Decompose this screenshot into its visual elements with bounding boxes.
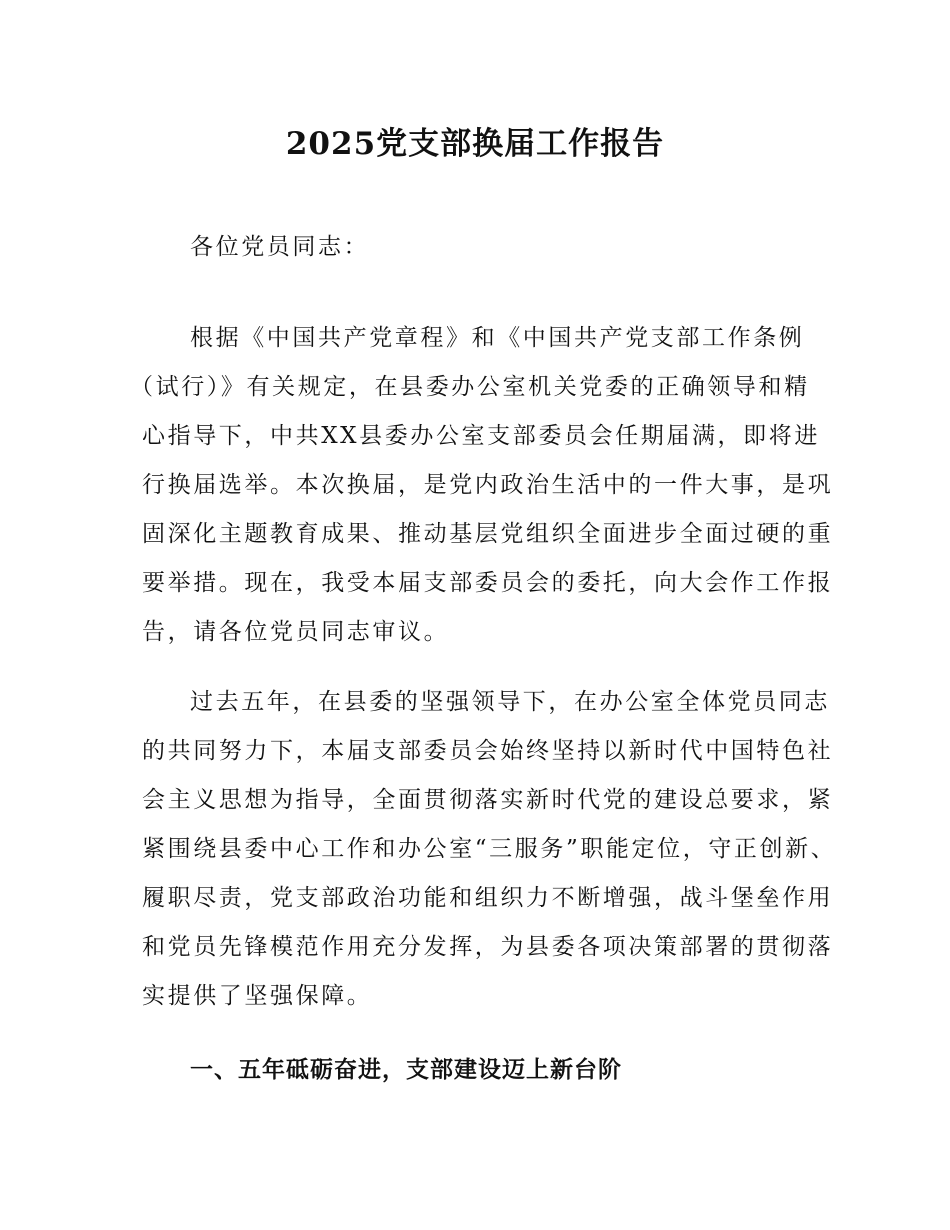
paragraph-line: 心指导下，中共XX县委办公室支部委员会任期届满，即将进 (142, 423, 820, 449)
paragraph-line: 要举措。现在，我受本届支部委员会的委托，向大会作工作报 (142, 570, 834, 596)
paragraph-line: 实提供了坚强保障。 (142, 983, 373, 1009)
paragraph-line: 过去五年，在县委的坚强领导下，在办公室全体党员同志 (190, 689, 830, 715)
greeting: 各位党员同志： (190, 234, 370, 260)
paragraph-line: 行换届选举。本次换届，是党内政治生活中的一件大事，是巩 (142, 472, 834, 498)
section-heading: 一、五年砥砺奋进，支部建设迈上新台阶 (190, 1057, 622, 1083)
paragraph-line: 和党员先锋模范作用充分发挥，为县委各项决策部署的贯彻落 (142, 934, 834, 960)
paragraph-line: （试行）》有关规定，在县委办公室机关党委的正确领导和精 (130, 374, 810, 400)
paragraph-line: 告，请各位党员同志审议。 (142, 619, 450, 645)
paragraph-line: 紧围绕县委中心工作和办公室“三服务”职能定位，守正创新、 (142, 836, 837, 862)
paragraph-line: 根据《中国共产党章程》和《中国共产党支部工作条例 (190, 325, 805, 351)
document-title: 2025党支部换届工作报告 (285, 126, 665, 162)
paragraph-line: 的共同努力下，本届支部委员会始终坚持以新时代中国特色社 (142, 738, 834, 764)
paragraph-line: 固深化主题教育成果、推动基层党组织全面进步全面过硬的重 (142, 521, 834, 547)
paragraph-line: 会主义思想为指导，全面贯彻落实新时代党的建设总要求，紧 (142, 787, 834, 813)
paragraph-line: 履职尽责，党支部政治功能和组织力不断增强，战斗堡垒作用 (142, 885, 834, 911)
